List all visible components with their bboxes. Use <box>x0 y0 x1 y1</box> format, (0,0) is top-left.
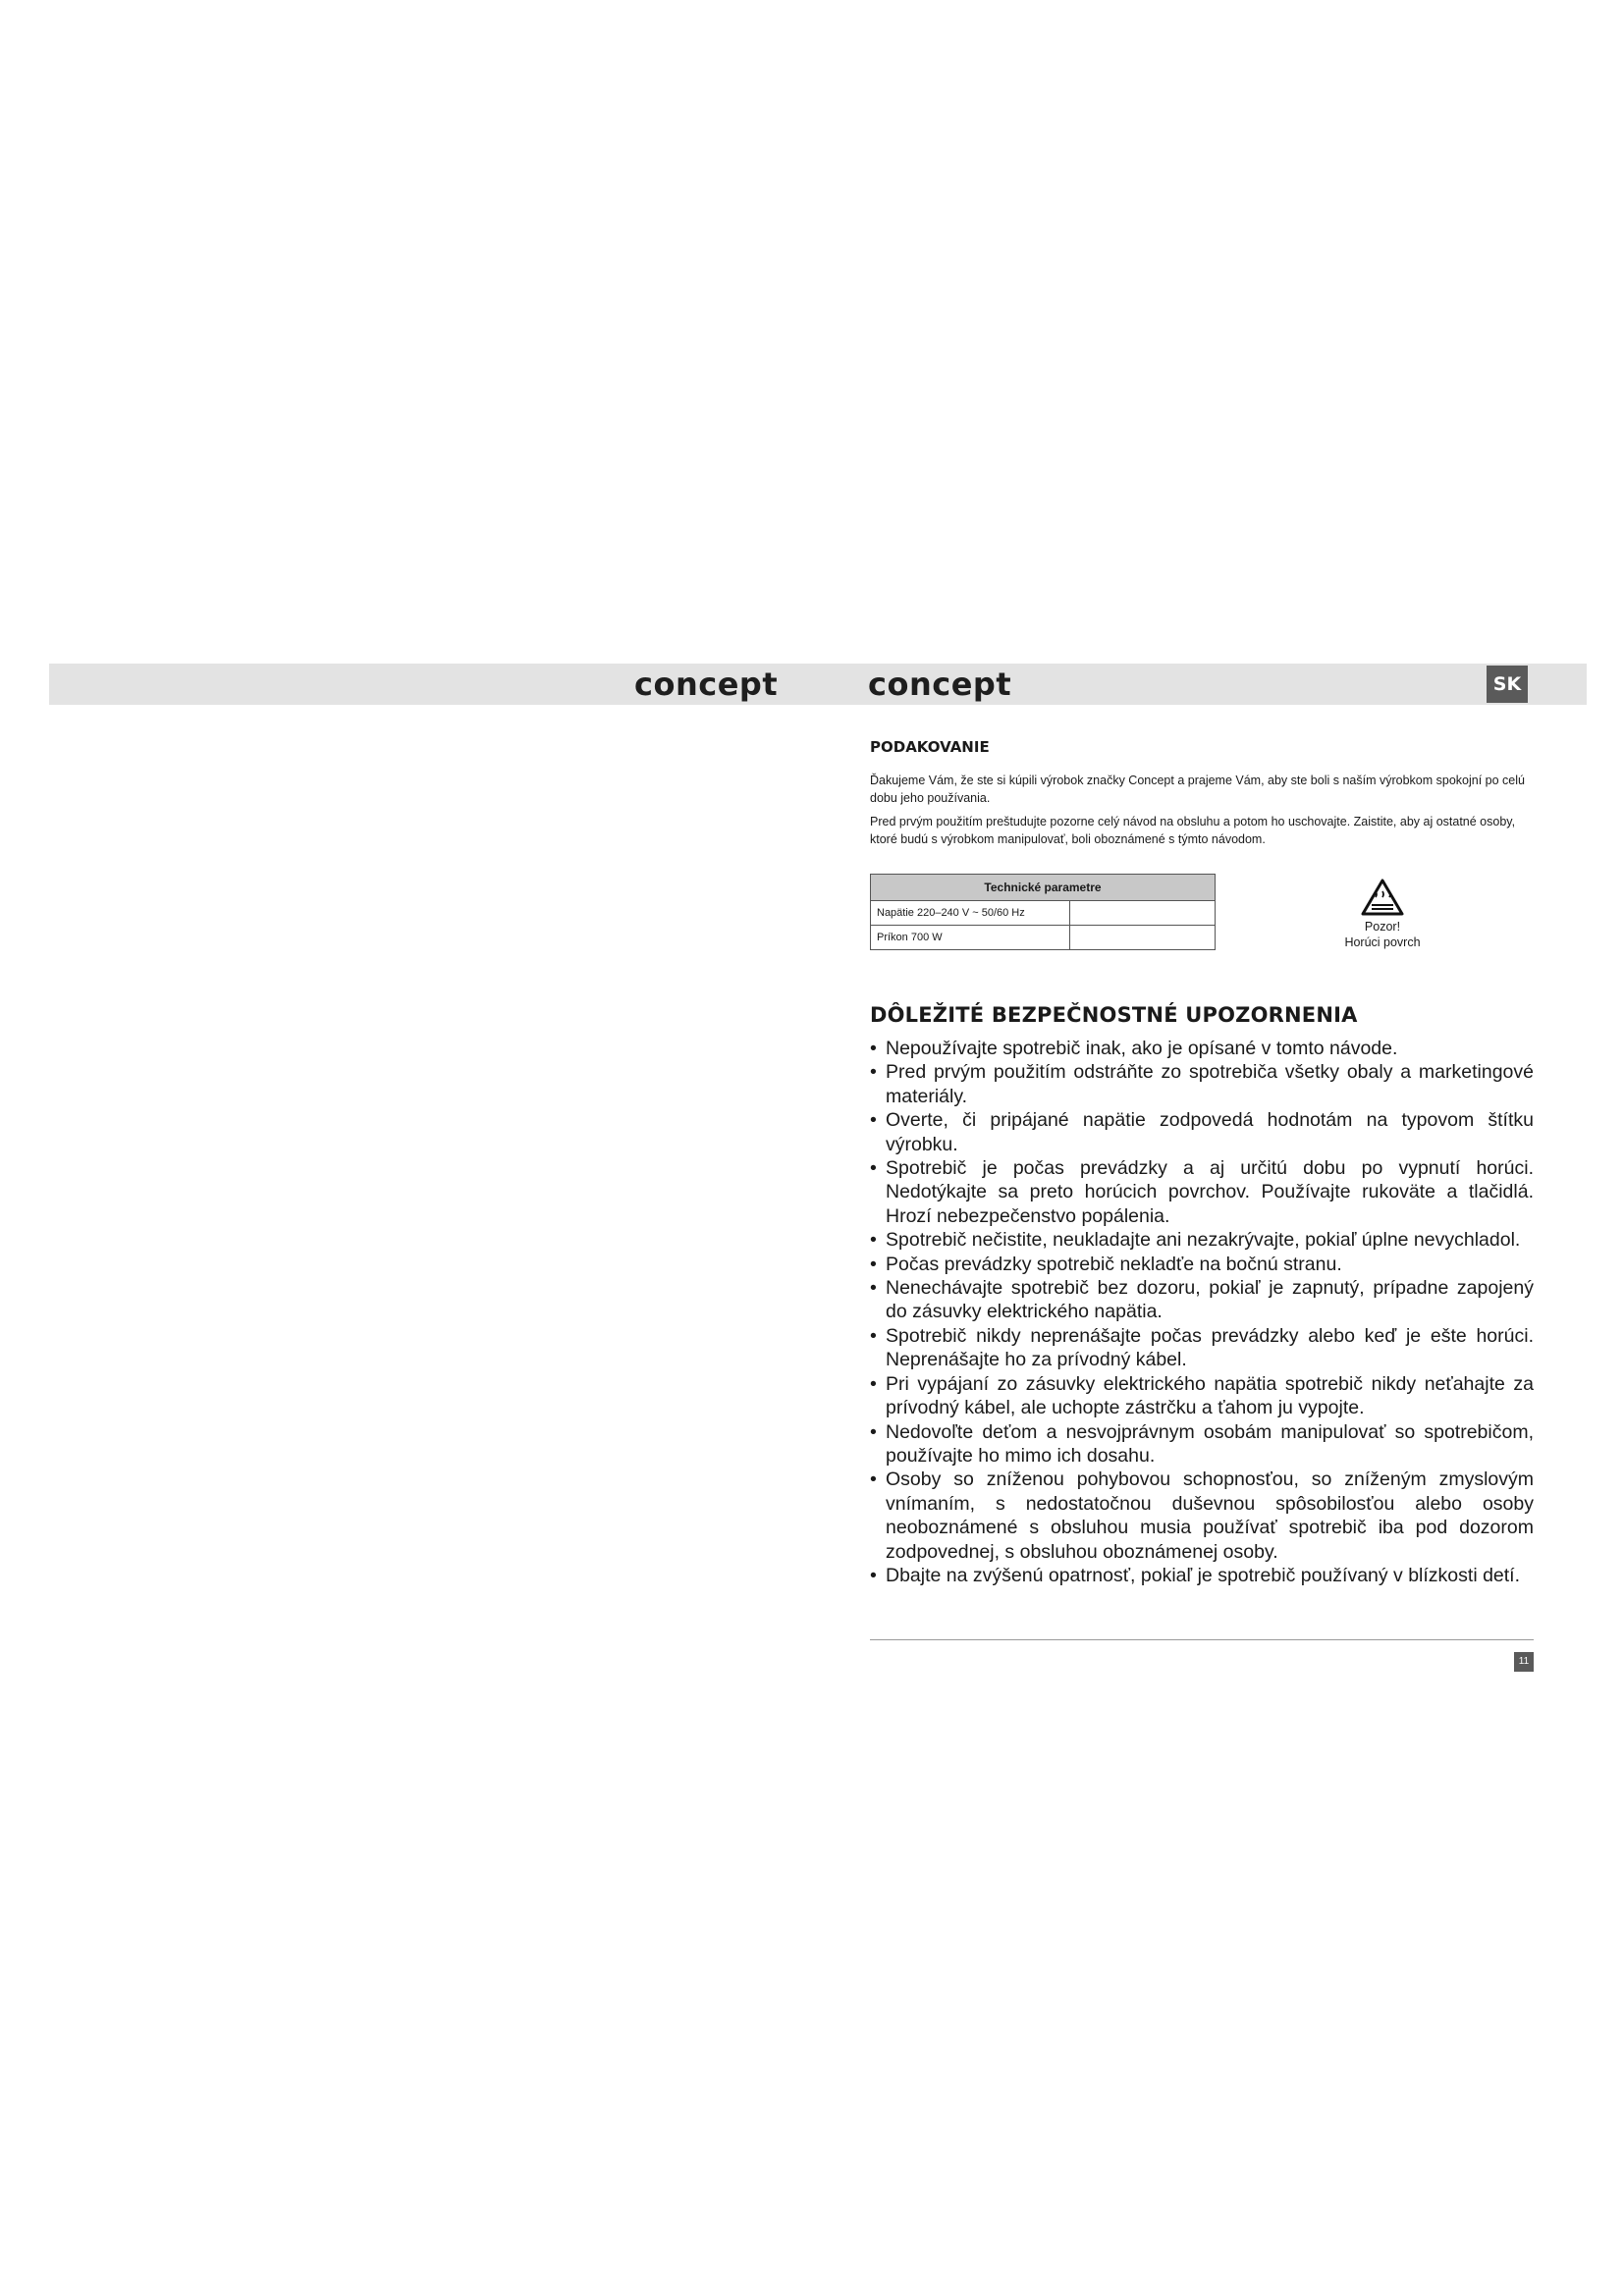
header-band <box>49 664 1587 705</box>
list-item: • Počas prevádzky spotrebič nekladťe na bočnú stranu. <box>870 1253 1342 1275</box>
list-item: • Nepoužívajte spotrebič inak, ako je opísané v tomto návode. <box>870 1038 1398 1059</box>
table-row <box>871 901 1216 926</box>
brand-logo-right: concept <box>868 666 1012 703</box>
bullet: • <box>870 1061 877 1084</box>
list-item: • Osoby so zníženou pohybovou schopnosťou, so zníženým zmyslovým vnímaním, s nedostatočnou duševnou spôsobilosťou alebo osoby neoboznámené s obsluhou musia používať spotrebič iba pod dozorom zodpovednej, s obsluhou oboznámenej osoby. <box>870 1468 1534 1563</box>
page-number: 11 <box>1514 1652 1534 1672</box>
technical-parameters-table <box>870 874 1216 950</box>
page-content <box>870 738 1534 1587</box>
language-badge: SK <box>1487 666 1528 703</box>
bullet: • <box>870 1564 877 1586</box>
list-item: • Spotrebič nečistite, neukladajte ani nezakrývajte, pokiaľ úplne nevychladol. <box>870 1229 1521 1252</box>
list-item: • Spotrebič je počas prevádzky a aj určitú dobu po vypnutí horúci. Nedotýkajte sa preto horúcich povrchov. Používajte rukoväte a tlačidlá. Hrozí nebezpečenstvo popálenia. <box>870 1157 1534 1227</box>
technical-section <box>870 874 1534 968</box>
table-cell-voltage: Napätie 220–240 V ~ 50/60 Hz <box>871 901 1070 926</box>
bullet: • <box>870 1372 877 1395</box>
thanks-paragraph-1: Ďakujeme Vám, že ste si kúpili výrobok značky Concept a prajeme Vám, aby ste boli s naším výrobkom spokojní po celú dobu jeho používania. <box>870 774 1525 805</box>
technical-parameters-header: Technické parametre <box>871 875 1216 901</box>
list-item: • Dbajte na zvýšenú opatrnosť, pokiaľ je spotrebič používaný v blízkosti detí. <box>870 1564 1521 1586</box>
safety-list <box>870 1037 1534 1587</box>
warning-line-1: Pozor! <box>1364 920 1401 934</box>
warning-line-2: Horúci povrch <box>1344 935 1421 949</box>
list-item: • Pri vypájaní zo zásuvky elektrického napätia spotrebič nikdy neťahajte za prívodný kábel, ale uchopte zástrčku a ťahom ju vypojte. <box>870 1372 1534 1419</box>
table-row <box>871 926 1216 950</box>
list-item: • Spotrebič nikdy neprenášajte počas prevádzky alebo keď je ešte horúci. Neprenášajte ho za prívodný kábel. <box>870 1324 1534 1371</box>
bullet: • <box>870 1277 877 1300</box>
thanks-title: PODAKOVANIE <box>870 738 990 756</box>
list-item: • Nenechávajte spotrebič bez dozoru, pokiaľ je zapnutý, prípadne zapojený do zásuvky elektrického napätia. <box>870 1277 1534 1323</box>
bullet: • <box>870 1157 877 1180</box>
list-item: • Overte, či pripájané napätie zodpovedá hodnotám na typovom štítku výrobku. <box>870 1109 1534 1155</box>
bullet: • <box>870 1324 877 1347</box>
bullet: • <box>870 1468 877 1491</box>
footer-divider <box>870 1639 1534 1640</box>
bullet: • <box>870 1109 877 1132</box>
table-cell-empty <box>1070 901 1216 926</box>
list-item: • Pred prvým použitím odstráňte zo spotrebiča všetky obaly a marketingové materiály. <box>870 1061 1534 1107</box>
table-cell-power: Príkon 700 W <box>871 926 1070 950</box>
list-item: • Nedovoľte deťom a nesvojprávnym osobám manipulovať so spotrebičom, používajte ho mimo ich dosahu. <box>870 1420 1534 1467</box>
hot-surface-warning-icon <box>1360 878 1405 917</box>
brand-logo-left: concept <box>634 666 779 703</box>
thanks-paragraph-2: Pred prvým použitím preštudujte pozorne celý návod na obsluhu a potom ho uschovajte. Zaistite, aby aj ostatné osoby, ktoré budú s výrobkom manipulovať, boli oboznámené s týmto návodom. <box>870 815 1516 846</box>
bullet: • <box>870 1038 877 1059</box>
bullet: • <box>870 1253 877 1275</box>
bullet: • <box>870 1229 877 1252</box>
table-cell-empty <box>1070 926 1216 950</box>
hot-surface-warning <box>1314 878 1451 950</box>
bullet: • <box>870 1420 877 1443</box>
safety-title: DÔLEŽITÉ BEZPEČNOSTNÉ UPOZORNENIA <box>870 1003 1358 1027</box>
